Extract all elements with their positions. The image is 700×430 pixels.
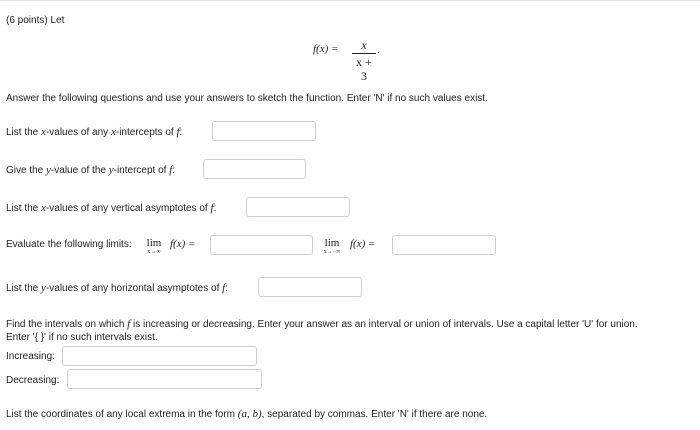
q3-colon: : bbox=[213, 203, 217, 214]
q1-text-a: List the bbox=[6, 127, 42, 138]
q2-text-c: -intercept of bbox=[113, 165, 170, 176]
y-intercept-input[interactable] bbox=[203, 159, 306, 179]
q2-text-a: Give the bbox=[6, 165, 47, 176]
intervals-instructions-line2: Enter '{ }' if no such intervals exist. bbox=[6, 332, 158, 343]
intervals-text-b: is increasing or decreasing. Enter your answer as an interval or union of intervals. Use a capital letter 'U' for union. bbox=[130, 319, 638, 330]
q2-var-y: y bbox=[46, 164, 51, 176]
vertical-asymptotes-question bbox=[6, 202, 216, 214]
limit-pos-inf-input[interactable] bbox=[210, 235, 313, 255]
y-intercept-question bbox=[6, 164, 175, 176]
q2-text-b: -value of the bbox=[50, 165, 109, 176]
decreasing-input[interactable] bbox=[67, 369, 262, 389]
q1-colon: : bbox=[179, 127, 183, 138]
function-period: . bbox=[377, 44, 380, 56]
q2-fn: f bbox=[169, 164, 173, 176]
limit-neg-sub: x→−∞ bbox=[323, 249, 341, 255]
limit-neg-expr: f(x) = bbox=[350, 238, 376, 250]
limit-pos-expr: f(x) = bbox=[170, 238, 196, 250]
q1-text-c: -intercepts of bbox=[115, 127, 177, 138]
top-divider bbox=[0, 0, 700, 1]
intervals-fn: f bbox=[127, 318, 131, 330]
horizontal-asymptotes-input[interactable] bbox=[258, 277, 362, 297]
horizontal-asymptotes-question bbox=[6, 282, 228, 294]
q3-text-b: -values of any vertical asymptotes of bbox=[45, 203, 211, 214]
increasing-label: Increasing: bbox=[6, 351, 55, 362]
q5-text-a: List the bbox=[6, 283, 42, 294]
extrema-text-b: , separated by commas. Enter 'N' if there are none. bbox=[261, 409, 488, 420]
q2-colon: : bbox=[172, 165, 176, 176]
vertical-asymptotes-input[interactable] bbox=[246, 197, 350, 217]
q1-var-x: x bbox=[41, 126, 46, 138]
limit-neg-inf-input[interactable] bbox=[392, 235, 496, 255]
function-numerator: x bbox=[361, 38, 367, 52]
decreasing-label: Decreasing: bbox=[6, 375, 60, 386]
q1-text-b: -values of any bbox=[45, 127, 111, 138]
q3-text-a: List the bbox=[6, 203, 42, 214]
q2-var-y2: y bbox=[108, 164, 114, 176]
q1-fn: f bbox=[176, 126, 180, 138]
x-intercepts-input[interactable] bbox=[212, 121, 316, 141]
local-extrema-question bbox=[6, 408, 487, 420]
function-lhs: f(x) = bbox=[313, 43, 339, 55]
q5-colon: : bbox=[225, 283, 228, 294]
limit-pos-sub: x→∞ bbox=[147, 249, 161, 255]
function-fraction bbox=[352, 38, 376, 83]
limit-neg-inf-operator bbox=[319, 237, 345, 255]
q1-var-x2: x bbox=[110, 126, 116, 138]
q5-var-y: y bbox=[41, 282, 46, 294]
limit-pos-word: lim bbox=[146, 237, 162, 249]
increasing-input[interactable] bbox=[62, 346, 257, 366]
function-denominator: x + 3 bbox=[356, 55, 372, 83]
q5-text-b: -values of any horizontal asymptotes of bbox=[45, 283, 223, 294]
extrema-form: (a, b) bbox=[237, 408, 262, 420]
extrema-text-a: List the coordinates of any local extrema in the form bbox=[6, 409, 238, 420]
intervals-instructions-line1 bbox=[6, 318, 638, 330]
intervals-text-a: Find the intervals on which bbox=[6, 319, 128, 330]
q5-fn: f bbox=[222, 282, 226, 294]
limits-label: Evaluate the following limits: bbox=[6, 239, 132, 250]
fraction-bar bbox=[352, 53, 376, 54]
q3-fn: f bbox=[210, 202, 214, 214]
limit-pos-inf-operator bbox=[142, 237, 166, 255]
limit-neg-word: lim bbox=[324, 237, 340, 249]
q3-var-x: x bbox=[41, 202, 46, 214]
points-label: (6 points) Let bbox=[6, 15, 65, 26]
instructions-text: Answer the following questions and use your answers to sketch the function. Enter 'N' if no such values exist. bbox=[6, 93, 488, 104]
x-intercepts-question bbox=[6, 126, 182, 138]
